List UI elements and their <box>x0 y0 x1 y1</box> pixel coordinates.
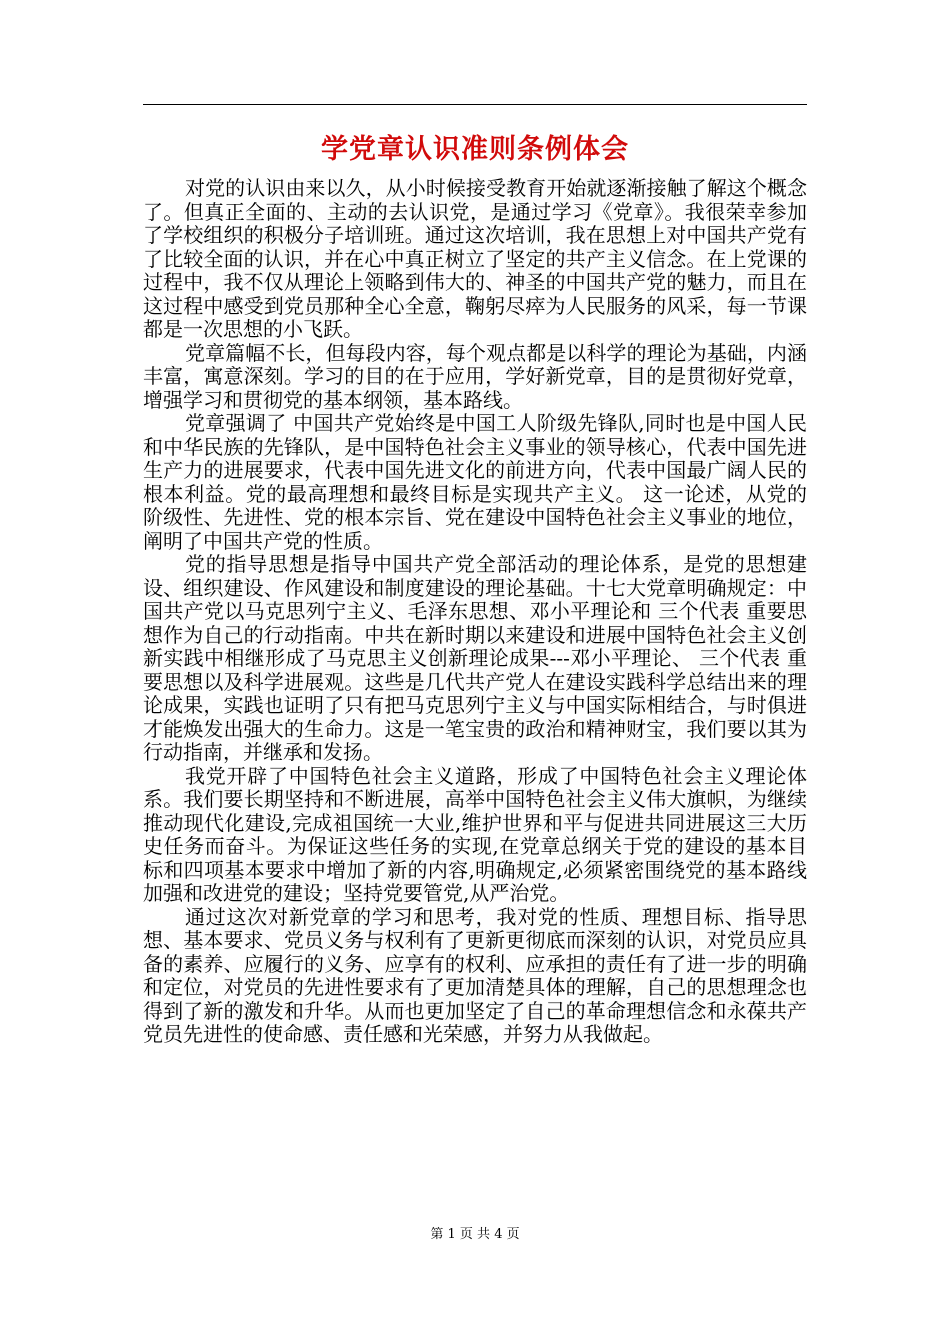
paragraph-5: 我党开辟了中国特色社会主义道路，形成了中国特色社会主义理论体系。我们要长期坚持和不断进展，高举中国特色社会主义伟大旗帜，为继续推动现代化建设,完成祖国统一大业,维护世界和平与促进共同进展这三大历史任务而奋斗。为保证这些任务的实现,在党章总纲关于党的建设的基本目标和四项基本要求中增加了新的内容,明确规定,必须紧密围绕党的基本路线加强和改进党的建设；坚持党要管党,从严治党。 <box>143 763 807 905</box>
paragraph-1: 对党的认识由来以久，从小时候接受教育开始就逐渐接触了解这个概念了。但真正全面的、主动的去认识党，是通过学习《党章》。我很荣幸参加了学校组织的积极分子培训班。通过这次培训，我在思想上对中国共产党有了比较全面的认识，并在心中真正树立了坚定的共产主义信念。在上党课的过程中，我不仅从理论上领略到伟大的、神圣的中国共产党的魅力，而且在这过程中感受到党员那种全心全意，鞠躬尽瘁为人民服务的风采，每一节课都是一次思想的小飞跃。 <box>143 176 807 341</box>
paragraph-3: 党章强调了 中国共产党始终是中国工人阶级先锋队,同时也是中国人民和中华民族的先锋队，是中国特色社会主义事业的领导核心，代表中国先进生产力的进展要求，代表中国先进文化的前进方向，代表中国最广阔人民的根本利益。党的最高理想和最终目标是实现共产主义。 这一论述，从党的阶级性、先进性、党的根本宗旨、党在建设中国特色社会主义事业的地位，阐明了中国共产党的性质。 <box>143 411 807 553</box>
document-body <box>143 177 807 1047</box>
page-number-footer: 第 1 页 共 4 页 <box>430 1227 520 1242</box>
paragraph-4: 党的指导思想是指导中国共产党全部活动的理论体系，是党的思想建设、组织建设、作风建设和制度建设的理论基础。十七大党章明确规定：中国共产党以马克思列宁主义、毛泽东思想、邓小平理论和 三个代表 重要思想作为自己的行动指南。中共在新时期以来建设和进展中国特色社会主义创新实践中相继形成了马克思主义创新理论成果---邓小平理论、 三个代表 重要思想以及科学进展观。这些是几代共产党人在建设实践科学总结出来的理论成果，实践也证明了只有把马克思列宁主义与中国实际相结合，与时俱进才能焕发出强大的生命力。这是一笔宝贵的政治和精神财宝，我们要以其为行动指南，并继承和发扬。 <box>143 552 807 764</box>
paragraph-2: 党章篇幅不长，但每段内容，每个观点都是以科学的理论为基础，内涵丰富，寓意深刻。学习的目的在于应用，学好新党章，目的是贯彻好党章，增强学习和贯彻党的基本纲领，基本路线。 <box>143 340 807 412</box>
document-title: 学党章认识准则条例体会 <box>321 134 629 165</box>
paragraph-6: 通过这次对新党章的学习和思考，我对党的性质、理想目标、指导思想、基本要求、党员义务与权利有了更新更彻底而深刻的认识，对党员应具备的素养、应履行的义务、应享有的权利、应承担的责任有了进一步的明确和定位，对党员的先进性要求有了更加清楚具体的理解，自己的思想理念也得到了新的激发和升华。从而也更加坚定了自己的革命理想信念和永葆共产党员先进性的使命感、责任感和光荣感，并努力从我做起。 <box>143 904 807 1046</box>
header-rule <box>143 104 807 105</box>
